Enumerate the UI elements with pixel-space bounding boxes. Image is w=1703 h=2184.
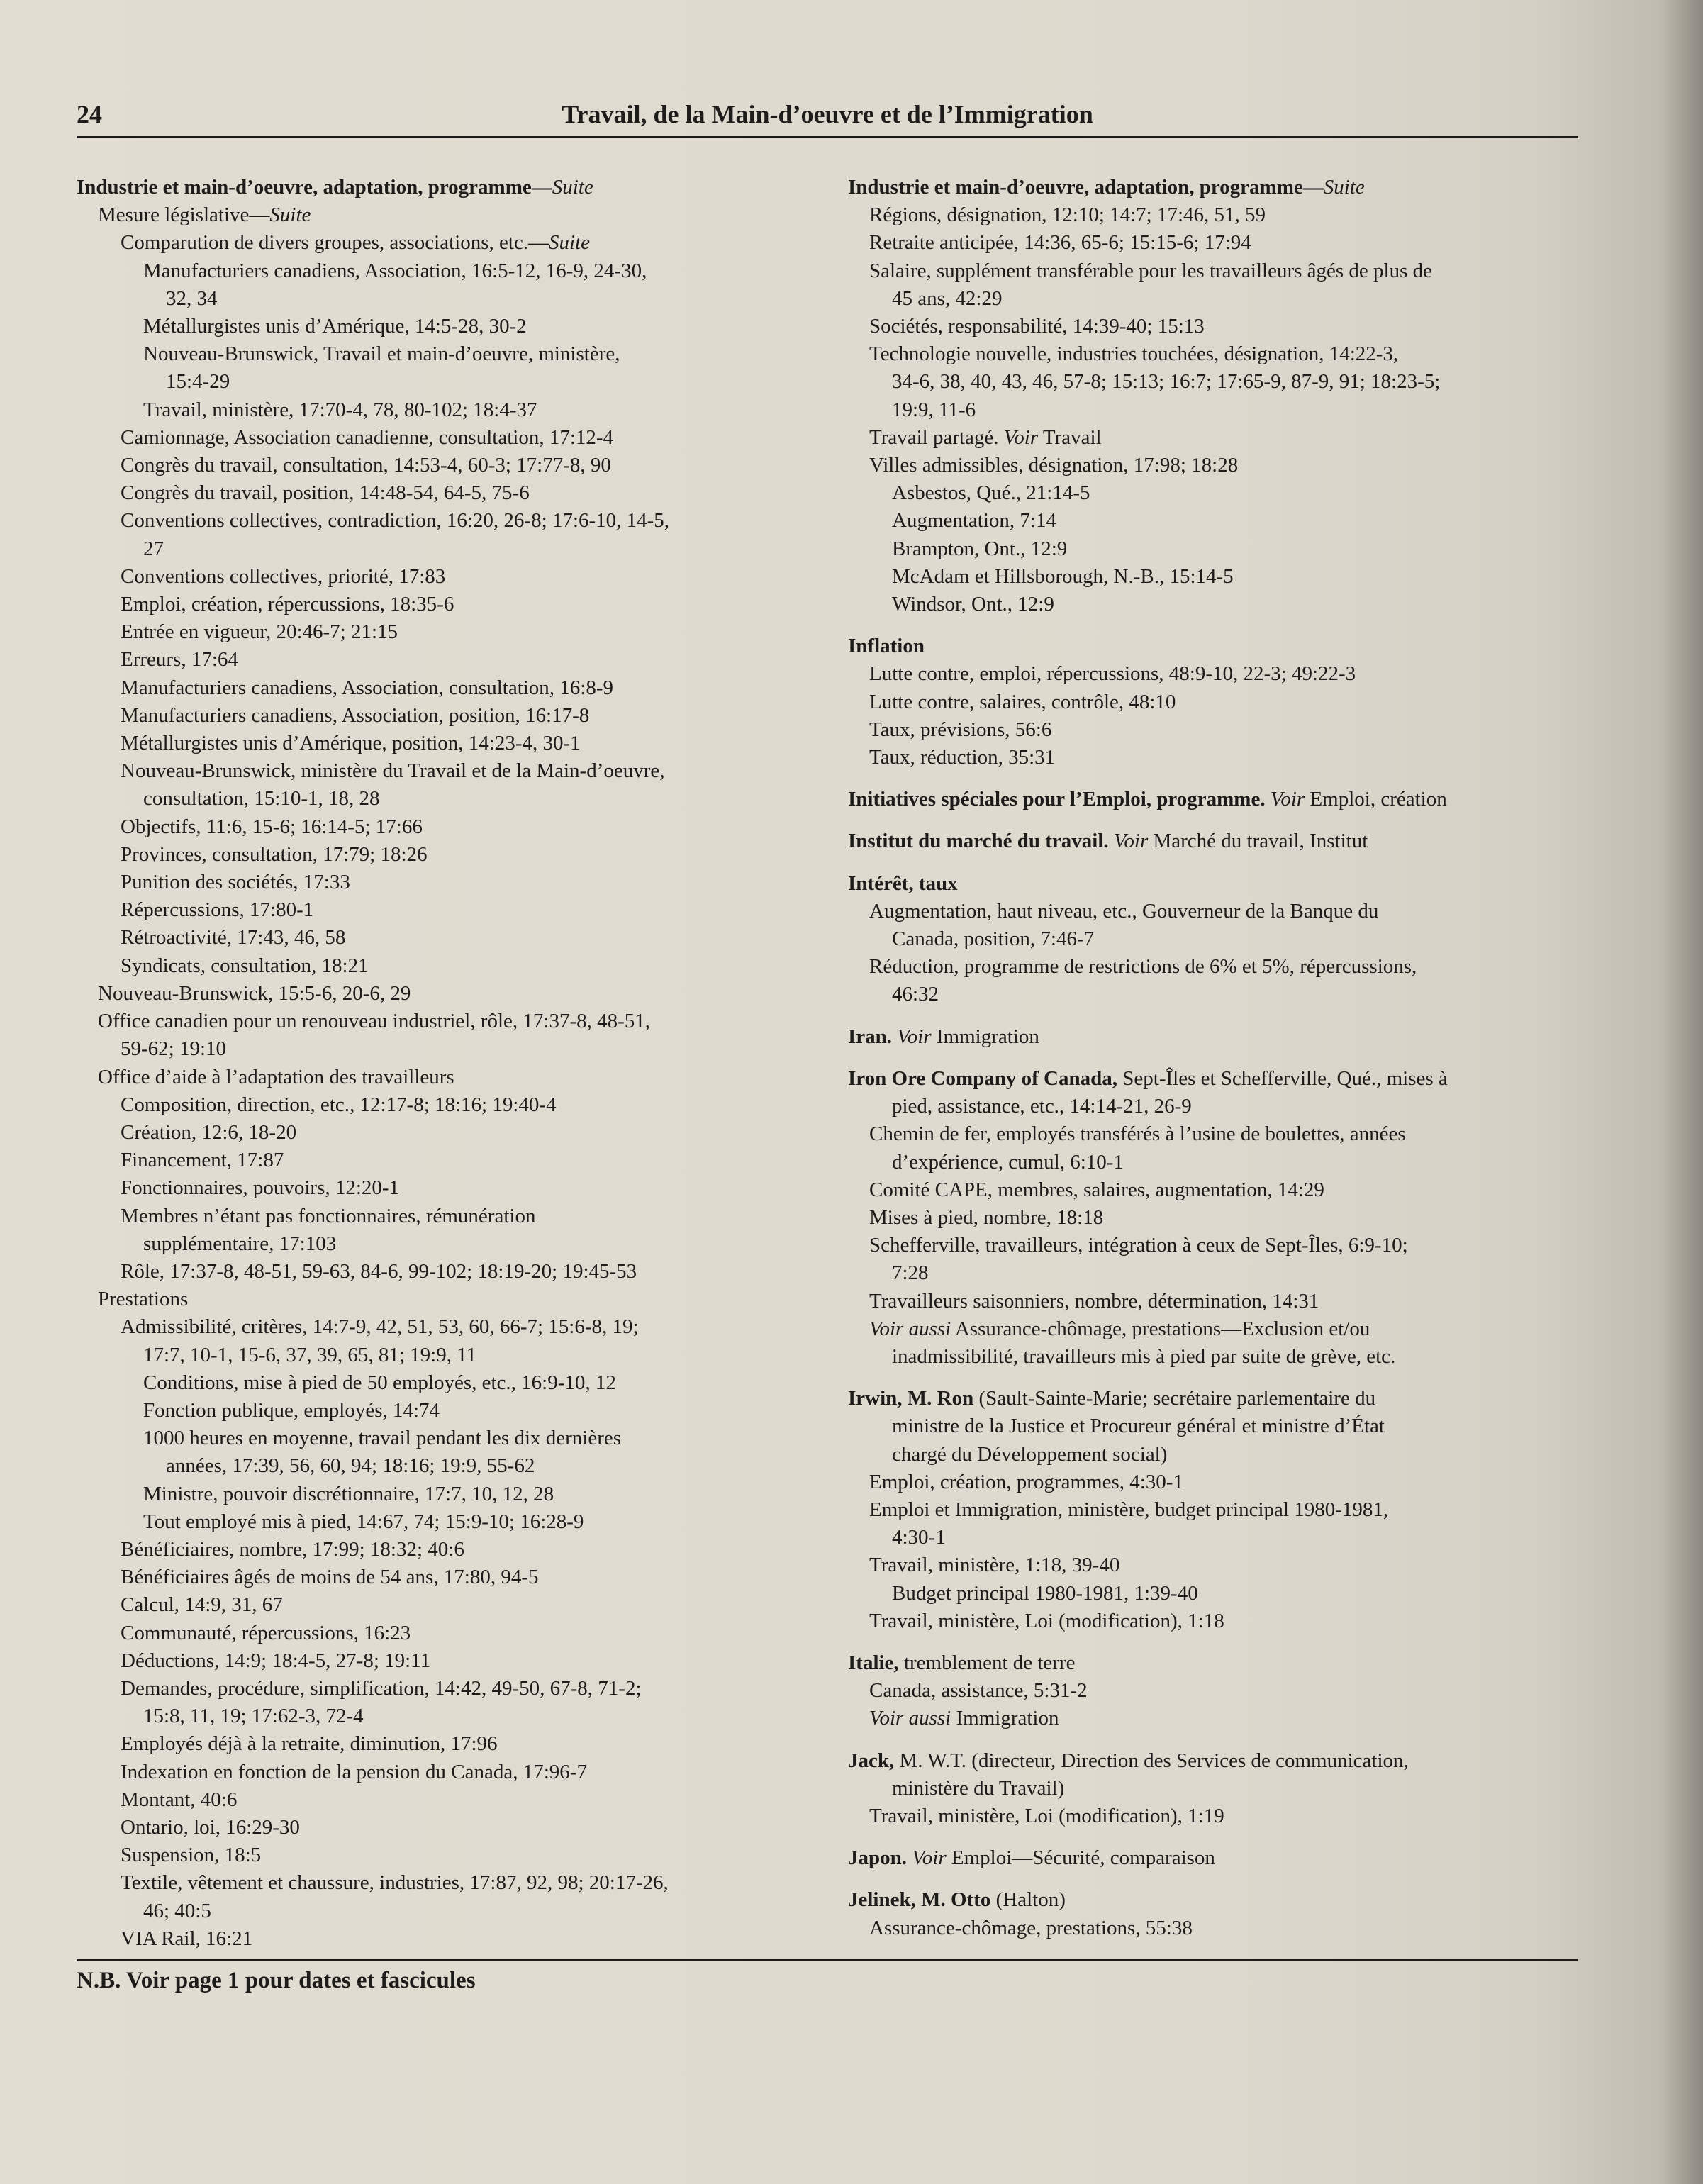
index-entry-text: Lutte contre, salaires, contrôle, 48:10 [869,690,1176,713]
entry-spacer [848,813,1592,828]
index-entry-text: Canada, assistance, 5:31-2 [869,1679,1088,1703]
index-entry-text: Demandes, procédure, simplification, 14:42, 49-50, 67-8, 71-2; [121,1676,642,1700]
index-entry-text: ministère du Travail) [892,1776,1065,1800]
index-subentry-line [848,591,1592,618]
index-subentry-line [77,813,821,841]
index-entry-text: Schefferville, travailleurs, intégration à ceux de Sept-Îles, 6:9-10; [869,1234,1408,1257]
index-entry-text: Immigration [931,1025,1039,1048]
index-subentry-line [77,1869,821,1897]
index-entry-text: Windsor, Ont., 12:9 [892,593,1054,616]
index-italic-text: Voir aussi [869,1317,951,1340]
binding-shadow [1660,0,1703,2184]
index-subentry-line [77,1035,821,1063]
index-entry-text: Manufacturiers canadiens, Association, 16:5-12, 16-9, 24-30, [143,259,647,282]
index-column-left [77,174,821,1953]
index-subentry-line [848,201,1592,229]
index-subentry-line [77,702,821,730]
index-entry-text: (Halton) [990,1888,1066,1912]
running-title: Travail, de la Main-d’oeuvre et de l’Immigration [562,100,1093,128]
index-subentry-line [848,340,1592,368]
index-italic-text: Suite [549,231,591,255]
index-heading-text: Institut du marché du travail. [848,830,1109,853]
index-subentry-line [77,1425,821,1452]
index-subentry-line [77,1703,821,1730]
index-entry-text: Bénéficiaires âgés de moins de 54 ans, 17:80, 94-5 [121,1566,539,1589]
index-subentry-line [77,1620,821,1647]
index-subentry-line [77,285,821,313]
index-heading-text: Industrie et main-d’oeuvre, adaptation, programme— [77,176,552,199]
entry-spacer [848,1830,1592,1844]
index-entry-text: Mises à pied, nombre, 18:18 [869,1205,1104,1229]
index-subentry-line [77,674,821,702]
index-entry-text: 59-62; 19:10 [121,1037,227,1061]
index-entry-text: consultation, 15:10-1, 18, 28 [143,787,380,810]
index-subentry-line [77,1786,821,1814]
index-entry-text: 45 ans, 42:29 [892,286,1003,310]
index-subentry-line [848,1705,1592,1732]
index-entry-text: Travail, ministère, 17:70-4, 78, 80-102; 18:4-37 [143,398,537,421]
index-subentry-line [77,1759,821,1786]
index-subentry-line [848,479,1592,507]
index-subentry-line [848,1204,1592,1232]
index-entry-text: Textile, vêtement et chaussure, industries, 17:87, 92, 98; 20:17-26, [121,1871,669,1895]
index-subentry-line [77,1008,821,1035]
index-entry-text: Suspension, 18:5 [121,1844,262,1867]
index-entry-text: Admissibilité, critères, 14:7-9, 42, 51, 53, 60, 66-7; 15:6-8, 19; [121,1315,639,1339]
index-subentry-line [77,869,821,896]
page-header [77,99,1578,138]
index-entry-text: Travail, ministère, Loi (modification), 1:19 [869,1804,1224,1827]
index-subentry-line [77,618,821,646]
index-heading-line [848,1385,1592,1413]
index-entry-text: Métallurgistes unis d’Amérique, position, 14:23-4, 30-1 [121,732,581,755]
index-heading-text: Iron Ore Company of Canada, [848,1066,1118,1090]
index-heading-text: Jack, [848,1749,895,1772]
index-entry-text: Manufacturiers canadiens, Association, consultation, 16:8-9 [121,676,614,699]
page-number: 24 [77,100,102,128]
index-subentry-line [848,257,1592,285]
index-subentry-line [848,1259,1592,1287]
index-entry-text: Chemin de fer, employés transférés à l’usine de boulettes, années [869,1122,1406,1146]
entry-spacer [848,856,1592,870]
entry-spacer [848,1371,1592,1385]
index-entry-text: Punition des sociétés, 17:33 [121,871,350,894]
index-subentry-line [77,1230,821,1258]
index-entry-text: Salaire, supplément transférable pour les travailleurs âgés de plus de [869,259,1433,282]
index-subentry-line [77,1313,821,1341]
index-subentry-line [848,744,1592,771]
index-subentry-line [77,507,821,535]
index-heading-line [848,1747,1592,1775]
index-subentry-line [77,841,821,869]
index-subentry-line [848,660,1592,688]
index-entry-text: tremblement de terre [898,1651,1076,1674]
index-subentry-line [848,1093,1592,1120]
index-subentry-line [848,898,1592,925]
index-subentry-line [77,1925,821,1953]
index-subentry-line [77,1064,821,1091]
index-subentry-line [848,424,1592,452]
index-subentry-line [848,1120,1592,1148]
index-entry-text: Réduction, programme de restrictions de 6% et 5%, répercussions, [869,955,1417,979]
index-subentry-line [77,1147,821,1174]
index-subentry-line [848,1232,1592,1259]
index-entry-text: 32, 34 [166,286,218,310]
index-subentry-line [77,563,821,591]
index-subentry-line [848,1413,1592,1440]
index-subentry-line [77,1508,821,1536]
index-entry-text: Canada, position, 7:46-7 [892,927,1095,951]
index-subentry-line [848,1288,1592,1315]
index-subentry-line [848,1803,1592,1830]
index-entry-text [1109,830,1114,852]
index-entry-text: Rôle, 17:37-8, 48-51, 59-63, 84-6, 99-102; 18:19-20; 19:45-53 [121,1259,637,1283]
index-entry-text: Membres n’étant pas fonctionnaires, rémunération [121,1204,536,1227]
index-subentry-line [848,716,1592,744]
index-subentry-line [77,1091,821,1119]
index-entry-text: Villes admissibles, désignation, 17:98; 18:28 [869,454,1239,477]
index-heading-text: Italie, [848,1651,899,1674]
index-subentry-line [77,785,821,813]
index-entry-text: 34-6, 38, 40, 43, 46, 57-8; 15:13; 16:7; 17:65-9, 87-9, 91; 18:23-5; [892,370,1441,394]
index-entry-text: Emploi, création, programmes, 4:30-1 [869,1470,1183,1493]
index-entry-text: Objectifs, 11:6, 15-6; 16:14-5; 17:66 [121,815,423,838]
index-entry-text: 46:32 [892,983,939,1006]
index-entry-text: Nouveau-Brunswick, ministère du Travail et de la Main-d’oeuvre, [121,759,665,783]
index-subentry-line [77,1730,821,1758]
index-column-right [848,174,1592,1942]
index-entry-text: Taux, réduction, 35:31 [869,746,1056,769]
index-subentry-line [848,535,1592,563]
index-entry-text: Calcul, 14:9, 31, 67 [121,1593,283,1617]
index-subentry-line [848,1315,1592,1343]
index-entry-text: Comité CAPE, membres, salaires, augmentation, 14:29 [869,1178,1324,1201]
index-subentry-line [77,535,821,563]
index-heading-text: Japon. [848,1846,908,1870]
index-entry-text: pied, assistance, etc., 14:14-21, 26-9 [892,1095,1192,1118]
index-entry-text: Travail [1038,425,1102,449]
index-subentry-line [848,981,1592,1008]
index-subentry-line [848,1551,1592,1579]
index-heading-text: Inflation [848,635,925,658]
index-entry-text: 46; 40:5 [143,1899,211,1922]
index-entry-text: Déductions, 14:9; 18:4-5, 27-8; 19:11 [121,1649,431,1672]
index-subentry-line [77,1842,821,1869]
index-entry-text: Technologie nouvelle, industries touchées, désignation, 14:22-3, [869,342,1399,366]
index-subentry-line [77,924,821,952]
index-entry-text: Comparution de divers groupes, associations, etc.— [121,231,549,255]
index-entry-text: Bénéficiaires, nombre, 17:99; 18:32; 40:6 [121,1537,464,1561]
index-italic-text: Voir [1003,425,1039,449]
index-entry-text: Création, 12:6, 18-20 [121,1120,297,1144]
index-entry-text: Taux, prévisions, 56:6 [869,718,1052,741]
index-entry-text: Communauté, répercussions, 16:23 [121,1621,411,1644]
index-entry-text: Lutte contre, emploi, répercussions, 48:9-10, 22-3; 49:22-3 [869,662,1356,686]
index-heading-line [848,1844,1592,1872]
index-entry-text: McAdam et Hillsborough, N.-B., 15:14-5 [892,564,1234,588]
index-entry-text: Emploi, création [1305,788,1447,811]
index-subentry-line [848,285,1592,313]
index-subentry-line [848,1580,1592,1608]
index-entry-text: Nouveau-Brunswick, 15:5-6, 20-6, 29 [98,981,411,1005]
index-subentry-line [77,396,821,424]
index-italic-text: Voir [1270,788,1305,811]
index-entry-text: Travail, ministère, 1:18, 39-40 [869,1554,1120,1577]
index-heading-line [848,1886,1592,1914]
index-entry-text: Prestations [98,1288,189,1311]
index-entry-text: Conventions collectives, contradiction, 16:20, 26-8; 17:6-10, 14-5, [121,509,670,533]
index-heading-line [848,786,1592,813]
index-subentry-line [848,1496,1592,1524]
index-entry-text: Emploi et Immigration, ministère, budget principal 1980-1981, [869,1498,1389,1521]
index-subentry-line [77,591,821,618]
index-subentry-line [848,563,1592,591]
index-entry-text: Immigration [951,1707,1059,1730]
index-entry-text: Composition, direction, etc., 12:17-8; 18:16; 19:40-4 [121,1093,557,1116]
index-entry-text: Travail, ministère, Loi (modification), 1:18 [869,1609,1224,1632]
index-subentry-line [77,1536,821,1564]
index-entry-text: Congrès du travail, position, 14:48-54, 64-5, 75-6 [121,481,530,505]
index-entry-text: Office canadien pour un renouveau industriel, rôle, 17:37-8, 48-51, [98,1010,651,1033]
index-entry-text: VIA Rail, 16:21 [121,1927,253,1950]
index-subentry-line [77,257,821,285]
index-heading-line [77,174,821,201]
index-entry-text: Travail partagé. [869,425,1004,449]
index-subentry-line [77,1174,821,1202]
index-entry-text: années, 17:39, 56, 60, 94; 18:16; 19:9, 55-62 [166,1454,535,1478]
index-entry-text: Ontario, loi, 16:29-30 [121,1815,300,1839]
index-entry-text: Conventions collectives, priorité, 17:83 [121,564,446,588]
index-entry-text: chargé du Développement social) [892,1442,1168,1466]
index-entry-text: Manufacturiers canadiens, Association, position, 16:17-8 [121,703,590,727]
index-heading-line [848,870,1592,898]
index-entry-text: Syndicats, consultation, 18:21 [121,954,369,977]
index-subentry-line [848,1176,1592,1204]
index-entry-text: Sept-Îles et Schefferville, Qué., mises à [1117,1066,1448,1090]
index-subentry-line [848,507,1592,535]
footer-rule [77,1959,1578,1961]
index-subentry-line [77,1369,821,1397]
index-entry-text: Nouveau-Brunswick, Travail et main-d’oeuvre, ministère, [143,342,620,366]
index-subentry-line [848,689,1592,716]
index-entry-text: ministre de la Justice et Procureur général et ministre d’État [892,1415,1385,1438]
index-subentry-line [77,479,821,507]
index-subentry-line [77,313,821,340]
index-subentry-line [77,757,821,785]
index-entry-text: Asbestos, Qué., 21:14-5 [892,481,1090,505]
index-heading-line [848,1023,1592,1051]
index-heading-line [848,1065,1592,1093]
index-subentry-line [77,980,821,1008]
index-subentry-line [848,1524,1592,1551]
index-subentry-line [77,896,821,924]
index-subentry-line [77,1119,821,1147]
index-entry-text: supplémentaire, 17:103 [143,1232,337,1255]
entry-spacer [848,1009,1592,1023]
entry-spacer [848,618,1592,633]
index-italic-text: Suite [552,176,593,199]
index-italic-text: Voir [912,1846,947,1870]
entry-spacer [848,1051,1592,1065]
index-entry-text: inadmissibilité, travailleurs mis à pied par suite de grève, etc. [892,1344,1396,1368]
index-subentry-line [77,1397,821,1425]
index-subentry-line [848,1343,1592,1371]
index-entry-text: Augmentation, 7:14 [892,509,1056,533]
index-entry-text: Brampton, Ont., 12:9 [892,537,1068,560]
index-entry-text: Assurance-chômage, prestations, 55:38 [869,1916,1193,1939]
index-entry-text: Régions, désignation, 12:10; 14:7; 17:46, 51, 59 [869,204,1266,227]
index-italic-text: Suite [1323,176,1365,199]
index-entry-text: Métallurgistes unis d’Amérique, 14:5-28, 30-2 [143,315,527,338]
index-entry-text: Indexation en fonction de la pension du Canada, 17:96-7 [121,1760,587,1783]
entry-spacer [848,1872,1592,1886]
index-entry-text: 15:8, 11, 19; 17:62-3, 72-4 [143,1705,364,1728]
index-heading-text: Intérêt, taux [848,871,958,895]
index-subentry-line [77,368,821,396]
index-subentry-line [848,1677,1592,1705]
index-subentry-line [77,1452,821,1480]
index-subentry-line [848,1608,1592,1635]
index-subentry-line [77,1898,821,1925]
index-subentry-line [77,1481,821,1508]
index-heading-text: Irwin, M. Ron [848,1387,974,1410]
index-entry-text: Ministre, pouvoir discrétionnaire, 17:7, 10, 12, 28 [143,1482,554,1505]
index-entry-text: 7:28 [892,1261,929,1285]
index-heading-text: Initiatives spéciales pour l’Emploi, programme. [848,788,1266,811]
index-italic-text: Voir [897,1025,932,1048]
index-entry-text: M. W.T. (directeur, Direction des Services de communication, [894,1749,1409,1772]
index-subentry-line [77,1564,821,1591]
index-entry-text: Répercussions, 17:80-1 [121,898,314,922]
index-entry-text: Rétroactivité, 17:43, 46, 58 [121,926,346,949]
index-subentry-line [77,1591,821,1619]
index-entry-text: Financement, 17:87 [121,1149,284,1172]
index-entry-text: 19:9, 11-6 [892,398,976,421]
index-entry-text: Assurance-chômage, prestations—Exclusion et/ou [951,1317,1370,1340]
entry-spacer [848,1733,1592,1747]
index-entry-text: Erreurs, 17:64 [121,648,238,672]
index-subentry-line [77,1286,821,1313]
index-subentry-line [848,1915,1592,1942]
index-entry-text: 27 [143,537,164,560]
index-subentry-line [848,368,1592,396]
index-italic-text: Suite [269,204,311,227]
index-subentry-line [848,1149,1592,1176]
index-entry-text: Employés déjà à la retraite, diminution, 17:96 [121,1732,498,1756]
index-entry-text: (Sault-Sainte-Marie; secrétaire parlementaire du [973,1387,1376,1410]
index-entry-text: Fonctionnaires, pouvoirs, 12:20-1 [121,1176,400,1200]
index-subentry-line [77,646,821,674]
index-entry-text: Emploi—Sécurité, comparaison [946,1846,1215,1870]
index-heading-line [848,174,1592,201]
index-entry-text: Entrée en vigueur, 20:46-7; 21:15 [121,620,398,644]
index-subentry-line [848,452,1592,479]
index-entry-text: Provinces, consultation, 17:79; 18:26 [121,842,428,866]
index-subentry-line [77,1258,821,1286]
index-subentry-line [77,1647,821,1675]
index-entry-text: 15:4-29 [166,370,230,394]
index-entry-text: Conditions, mise à pied de 50 employés, etc., 16:9-10, 12 [143,1371,616,1394]
index-entry-text: 4:30-1 [892,1526,946,1549]
index-subentry-line [77,424,821,452]
index-subentry-line [848,1441,1592,1469]
index-entry-text: Travailleurs saisonniers, nombre, détermination, 14:31 [869,1289,1319,1313]
index-entry-text: Marché du travail, Institut [1148,830,1368,853]
index-entry-text: Mesure législative— [98,204,270,227]
index-subentry-line [77,201,821,229]
index-subentry-line [848,1775,1592,1803]
index-heading-text: Industrie et main-d’oeuvre, adaptation, programme— [848,176,1324,199]
index-subentry-line [77,730,821,757]
index-subentry-line [848,925,1592,953]
index-entry-text: Fonction publique, employés, 14:74 [143,1398,440,1422]
index-subentry-line [77,452,821,479]
index-subentry-line [77,229,821,257]
index-subentry-line [77,952,821,980]
entry-spacer [848,771,1592,786]
index-entry-text: 1000 heures en moyenne, travail pendant les dix dernières [143,1427,622,1450]
index-entry-text: Office d’aide à l’adaptation des travailleurs [98,1065,454,1088]
index-subentry-line [848,1469,1592,1496]
index-subentry-line [848,229,1592,257]
index-heading-line [848,1649,1592,1677]
index-subentry-line [77,1203,821,1230]
index-heading-text: Jelinek, M. Otto [848,1888,991,1912]
index-entry-text: Camionnage, Association canadienne, consultation, 17:12-4 [121,425,614,449]
index-heading-line [848,633,1592,660]
index-entry-text: 17:7, 10-1, 15-6, 37, 39, 65, 81; 19:9, 11 [143,1343,477,1366]
footer-note: N.B. Voir page 1 pour dates et fascicules [77,1968,476,1993]
index-subentry-line [848,396,1592,424]
index-subentry-line [848,313,1592,340]
index-entry-text: Sociétés, responsabilité, 14:39-40; 15:13 [869,315,1205,338]
index-subentry-line [77,1342,821,1369]
index-entry-text: Congrès du travail, consultation, 14:53-4, 60-3; 17:77-8, 90 [121,454,611,477]
index-entry-text [1266,788,1271,810]
index-entry-text: d’expérience, cumul, 6:10-1 [892,1150,1124,1174]
index-entry-text: Montant, 40:6 [121,1788,238,1811]
index-italic-text: Voir aussi [869,1707,951,1730]
index-entry-text: Augmentation, haut niveau, etc., Gouverneur de la Banque du [869,899,1379,923]
index-italic-text: Voir [1113,830,1149,853]
index-entry-text: Retraite anticipée, 14:36, 65-6; 15:15-6; 17:94 [869,231,1251,255]
index-entry-text: Tout employé mis à pied, 14:67, 74; 15:9-10; 16:28-9 [143,1510,584,1533]
index-subentry-line [77,1814,821,1842]
index-heading-line [848,828,1592,855]
index-subentry-line [77,340,821,368]
index-entry-text: Budget principal 1980-1981, 1:39-40 [892,1581,1198,1605]
index-subentry-line [848,953,1592,981]
index-heading-text: Iran. [848,1025,893,1048]
index-entry-text: Emploi, création, répercussions, 18:35-6 [121,593,454,616]
index-subentry-line [77,1675,821,1703]
entry-spacer [848,1635,1592,1649]
